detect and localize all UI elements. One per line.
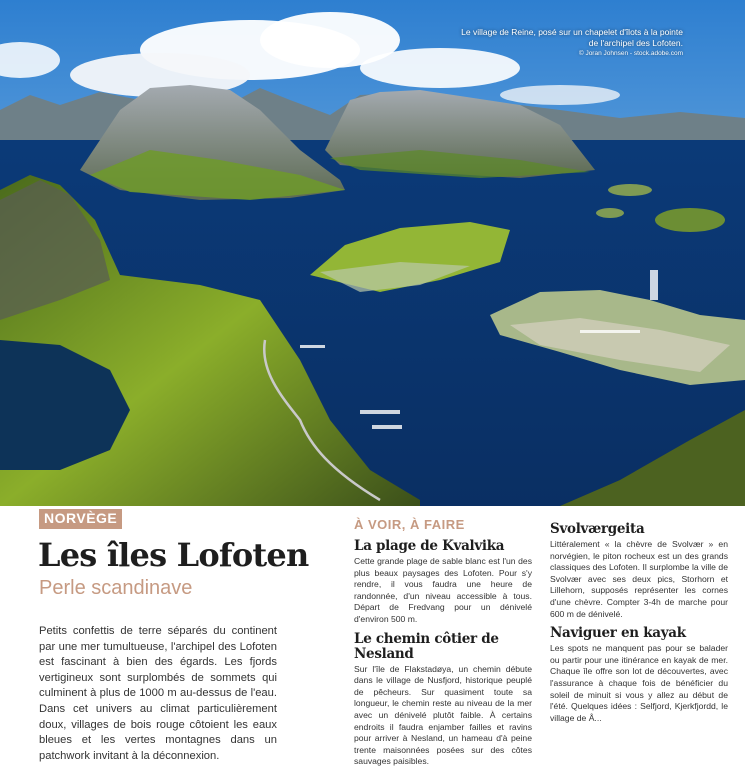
article-kayak bbox=[550, 626, 728, 724]
article-kvalvika bbox=[354, 539, 532, 626]
column-right bbox=[550, 522, 728, 730]
photo-credit: © Joran Johnsen - stock.adobe.com bbox=[578, 50, 683, 57]
column-middle bbox=[354, 517, 532, 774]
page-title: Les îles Lofoten bbox=[38, 536, 309, 574]
section-title: À VOIR, À FAIRE bbox=[354, 517, 465, 532]
article-heading: La plage de Kvalvika bbox=[354, 538, 505, 554]
article-text: Cette grande plage de sable blanc est l'un des plus beaux paysages des Lofoten. Pour s'y rendre, il vous faudra une heure de randonnée, d'un niveau accessible à tous. Départ de Fredvang pour un dénivelé d'environ 500 m. bbox=[354, 556, 532, 624]
article-text: Sur l'île de Flakstadøya, un chemin débute dans le village de Nusfjord, historique peuplé de pêcheurs. Sur quasiment toute sa longueur, le chemin reste au niveau de la mer avec un dénivelé plutôt faible. À certains endroits il faudra enjamber failles et ravins pour arriver à Nesland, un hameau d'à peine trente maisonnées posées sur des côtes sauvages paisibles. bbox=[354, 663, 532, 767]
article-svolvaergeita bbox=[550, 522, 728, 620]
caption-text: Le village de Reine, posé sur un chapelet d'îlots à la pointe de l'archipel des Lofoten. bbox=[461, 27, 683, 48]
country-badge: NORVÈGE bbox=[39, 509, 122, 529]
article-text: Les spots ne manquent pas pour se balader ou partir pour une itinérance en kayak de mer. Chaque île offre son lot de découvertes, avec l'assurance à chaque fois de bénéficier du soleil de minuit si vous y allez au début de l'été. Quelques idées : Selfjord, Kjerkfjordd, le village de Å... bbox=[550, 643, 728, 723]
article-heading: Naviguer en kayak bbox=[550, 625, 686, 642]
article-heading: Svolværgeita bbox=[550, 521, 645, 537]
article-heading: Le chemin côtier de Nesland bbox=[354, 630, 499, 662]
intro-paragraph: Petits confettis de terre séparés du continent par une mer tumultueuse, l'archipel des Lofoten est fascinant à bien des égards. Les fjords vertigineux sont surplombés de sommets qui culminent à plus de 1000 m au-dessus de l'eau. Dans cet univers au climat particulièrement doux, villages de bois rouge côtoient les eaux bleues et les vertes montagnes dans un patchwork invitant à la déconnexion. bbox=[39, 625, 277, 762]
article-nesland bbox=[354, 632, 532, 768]
photo-caption bbox=[453, 27, 683, 58]
article-text: Littéralement « la chèvre de Svolvær » en norvégien, le piton rocheux est un des grands classiques des Lofoten. Il surplombe la ville de Svolvær avec ses deux pics, Storhorn et Lillehorn, supposés représenter les cornes d'une chèvre. Compter 3-4h de marche pour 600 m de dénivelé. bbox=[550, 539, 728, 619]
page-subtitle: Perle scandinave bbox=[39, 577, 193, 599]
